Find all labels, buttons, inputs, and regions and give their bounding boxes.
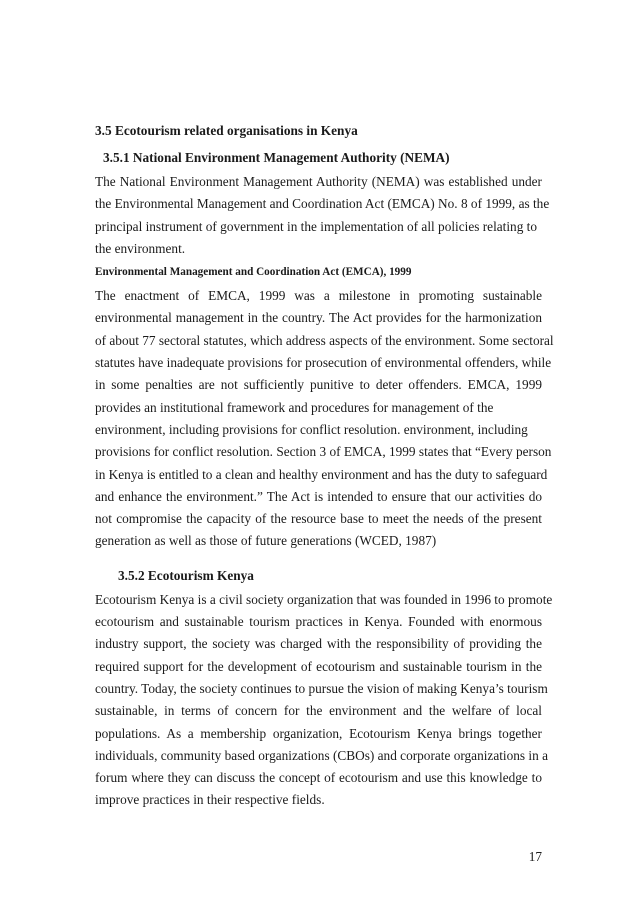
paragraph-line: in Kenya is entitled to a clean and healthy environment and has the duty to safeguard	[95, 466, 548, 482]
paragraph-line: environment, including provisions for conflict resolution. environment, including	[95, 421, 528, 437]
paragraph-line: generation as well as those of future generations (WCED, 1987)	[95, 533, 437, 549]
paragraph-line: principal instrument of government in the implementation of all policies relating to	[95, 218, 538, 234]
paragraph-line: The enactment of EMCA, 1999 was a milestone in promoting sustainable	[95, 288, 542, 304]
paragraph-line: forum where they can discuss the concept of ecotourism and use this knowledge to	[95, 770, 542, 786]
paragraph-line: The National Environment Management Authority (NEMA) was established under	[95, 174, 542, 189]
paragraph-line: the Environmental Management and Coordination Act (EMCA) No. 8 of 1999, as the	[95, 196, 550, 212]
subsection-heading-ecotourism-kenya: 3.5.2 Ecotourism Kenya	[118, 567, 254, 583]
paragraph-line: sustainable, in terms of concern for the environment and the welfare of local	[95, 703, 542, 719]
page-number: 17	[528, 849, 542, 864]
paragraph-line: the environment.	[95, 240, 186, 256]
paragraph-line: individuals, community based organizations (CBOs) and corporate organizations in a	[95, 747, 548, 763]
paragraph-emca	[95, 285, 554, 553]
paragraph-nema	[95, 171, 550, 260]
paragraph-line: industry support, the society was charged with the responsibility of providing the	[95, 636, 542, 652]
paragraph-line: required support for the development of ecotourism and sustainable tourism in the	[95, 658, 542, 674]
paragraph-ecotourism-kenya	[95, 589, 553, 812]
paragraph-line: ecotourism and sustainable tourism practices in Kenya. Founded with enormous	[95, 614, 542, 630]
paragraph-line: not compromise the capacity of the resource base to meet the needs of the present	[95, 511, 542, 527]
paragraph-line: statutes have inadequate provisions for prosecution of environmental offenders, while	[95, 355, 552, 371]
paragraph-line: of about 77 sectoral statutes, which address aspects of the environment. Some sectoral	[95, 332, 554, 348]
paragraph-line: populations. As a membership organization, Ecotourism Kenya brings together	[95, 725, 542, 741]
section-heading: 3.5 Ecotourism related organisations in Kenya	[95, 123, 358, 138]
paragraph-line: improve practices in their respective fields.	[95, 792, 325, 808]
page-content	[95, 117, 554, 812]
paragraph-line: Ecotourism Kenya is a civil society organization that was founded in 1996 to promote	[95, 591, 553, 607]
paragraph-line: provides an institutional framework and procedures for management of the	[95, 399, 494, 415]
paragraph-line: country. Today, the society continues to pursue the vision of making Kenya’s tourism	[95, 680, 548, 696]
paragraph-line: in some penalties are not sufficiently punitive to deter offenders. EMCA, 1999	[95, 377, 542, 393]
paragraph-line: environmental management in the country. The Act provides for the harmonization	[95, 310, 542, 326]
paragraph-line: and enhance the environment.” The Act is intended to ensure that our activities do	[95, 488, 542, 504]
subsection-heading-nema: 3.5.1 National Environment Management Authority (NEMA)	[103, 150, 450, 165]
emca-heading: Environmental Management and Coordination Act (EMCA), 1999	[95, 266, 412, 279]
paragraph-line: provisions for conflict resolution. Section 3 of EMCA, 1999 states that “Every person	[95, 444, 552, 460]
